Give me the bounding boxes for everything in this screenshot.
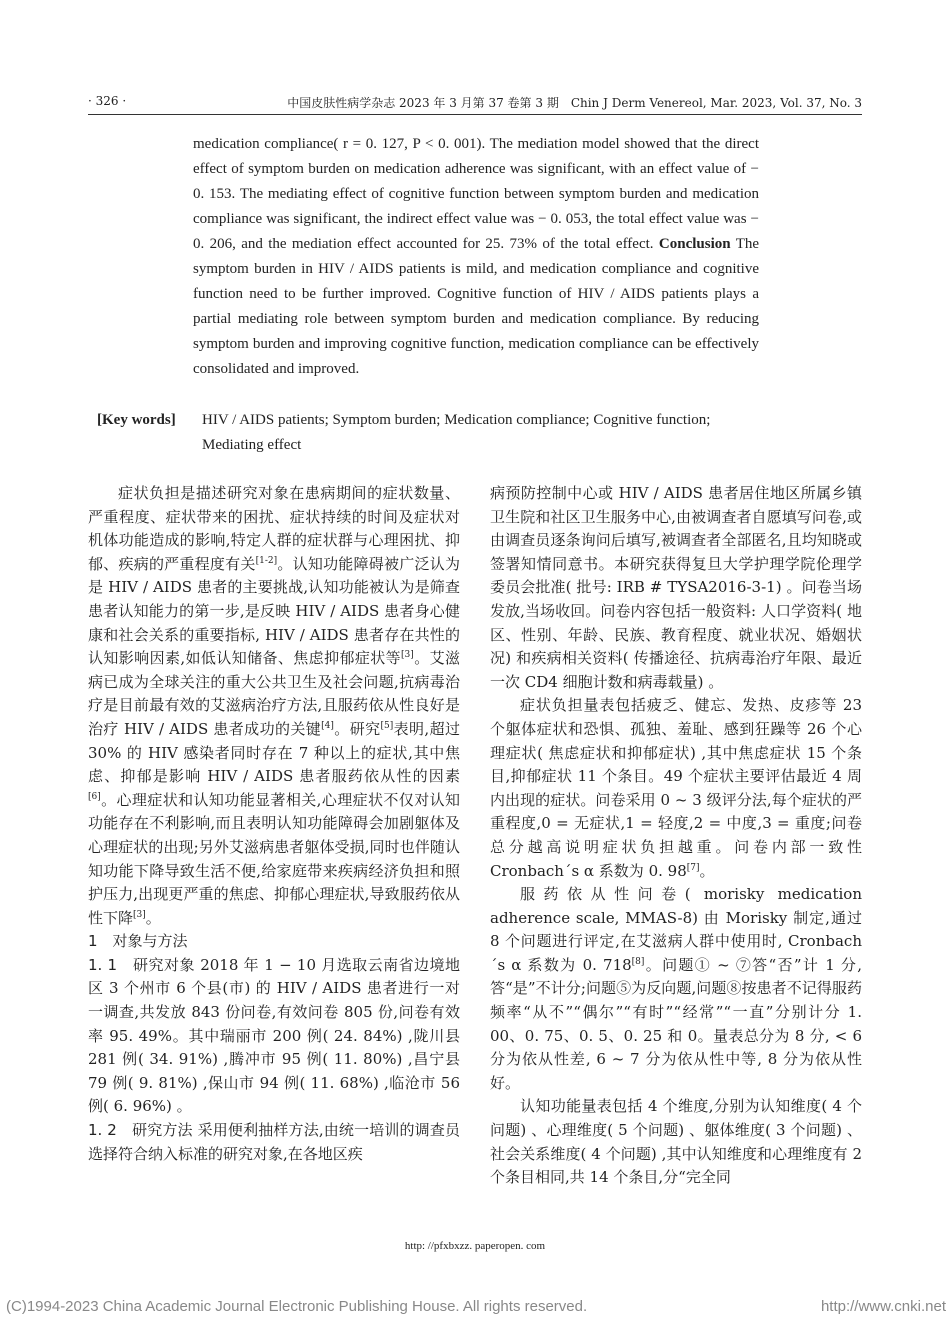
- paragraph: 病预防控制中心或 HIV / AIDS 患者居住地区所属乡镇卫生院和社区卫生服务中心,由被调查者自愿填写问卷,或由调查员逐条询问后填写,被调查者全部匿名,且均知晓或签署知情同意书。本研究获得复旦大学护理学院伦理学委员会批准( 批号: IRB # TYSA2016-3-1) 。问卷当场发放,当场收回。问卷内容包括一般资料: 人口学资料( 地区、性别、年龄、民族、教育程度、就业状况、婚姻状况) 和疾病相关资料( 传播途径、抗病毒治疗年限、最近一次 CD4 细胞计数和病毒载量) 。: [490, 484, 862, 691]
- citation: [4]: [321, 720, 334, 731]
- citation: [6]: [88, 791, 101, 802]
- citation: [3]: [133, 909, 146, 920]
- keywords-text: HIV / AIDS patients; Symptom burden; Medication compliance; Cognitive function; Mediating effect: [202, 412, 711, 453]
- section-heading: 1 对象与方法: [88, 932, 188, 951]
- abstract-english: [193, 132, 759, 382]
- paragraph: 服药依从性问卷( morisky medication adherence scale, MMAS-8) 由 Morisky 制定,通过 8 个问题进行评定,在艾滋病人群中使用时, Cronbach´s α 系数为 0. 718[8]。问题① ~ ⑦答“否”计 1 分,答“是”不计分;问题⑤为反向题,问题⑧按患者不记得服药频率“从不”“偶尔”“有时”“经常”“一直”分别计分 1. 00、0. 75、0. 5、0. 25 和 0。量表总分为 8 分, < 6 分为依从性差, 6 ~ 7 分为依从性中等, 8 分为依从性好。: [490, 885, 863, 1092]
- right-column: [490, 482, 862, 1190]
- copyright-text: (C)1994-2023 China Academic Journal Electronic Publishing House. All rights reserved.: [6, 1298, 588, 1315]
- subsection-1-2: 1. 2 研究方法 采用便利抽样方法,由统一培训的调查员选择符合纳入标准的研究对象,在各地区疾: [88, 1121, 460, 1163]
- subsection-1-1: 1. 1 研究对象 2018 年 1 − 10 月选取云南省边境地区 3 个州市 6 个县(市) 的 HIV / AIDS 患者进行一对一调查,共发放 843 份问卷,有效问卷 805 份,问卷有效率 95. 49%。其中瑞丽市 200 例( 24. 84%) ,陇川县 281 例( 34. 91%) ,腾冲市 95 例( 11. 80%) ,昌宁县 79 例( 9. 81%) ,保山市 94 例( 11. 68%) ,临沧市 56 例( 6. 96%) 。: [88, 955, 461, 1116]
- paragraph: 症状负担量表包括疲乏、健忘、发热、皮疹等 23 个躯体症状和恐惧、孤独、羞耻、感到狂躁等 26 个心理症状( 焦虑症状和抑郁症状) ,其中焦虑症状 15 个条目,抑郁症状 11 个条目。49 个症状主要评估最近 4 周内出现的症状。问卷采用 0 ~ 3 级评分法,每个症状的严重程度,0 = 无症状,1 = 轻度,2 = 中度,3 = 重度;问卷总分越高说明症状负担越重。问卷内部一致性 Cronbach´s α 系数为 0. 98[7]。: [490, 696, 862, 880]
- citation: [7]: [686, 862, 700, 873]
- journal-url: http: //pfxbxzz. paperopen. com: [404, 1240, 546, 1252]
- citation: [8]: [631, 956, 645, 967]
- abstract-results-text: medication compliance( r = 0. 127, P < 0. 001). The mediation model showed that the direct effect of symptom burden on medication adherence was significant, with an effect value of − 0. 153. The mediating effect of cognitive function between symptom burden and medication compliance was significant, the indirect effect value was − 0. 053, the total effect value was − 0. 206, and the mediation effect accounted for 25. 73% of the total effect.: [193, 136, 759, 252]
- header-rule: [88, 114, 862, 115]
- conclusion-label: Conclusion: [658, 236, 731, 252]
- abstract-conclusion-text: The symptom burden in HIV / AIDS patients is mild, and medication compliance and cognitive function need to be further improved. Cognitive function of HIV / AIDS patients plays a partial mediating role between symptom burden and medication compliance. By reducing symptom burden and improving cognitive function, medication compliance can be effectively consolidated and improved.: [193, 236, 760, 377]
- running-header: [88, 92, 862, 114]
- left-column: [88, 482, 460, 1166]
- paragraph: 认知功能量表包括 4 个维度,分别为认知维度( 4 个问题) 、心理维度( 5 个问题) 、躯体维度( 3 个问题) 、社会关系维度( 4 个问题) ,其中认知维度和心理维度有 2 个条目相同,共 14 个条目,分“完全同: [490, 1097, 862, 1187]
- journal-citation: 中国皮肤性病学杂志 2023 年 3 月第 37 卷第 3 期 Chin J Derm Venereol, Mar. 2023, Vol. 37, No. 3: [287, 96, 862, 110]
- citation: [5]: [380, 720, 394, 731]
- citation: [3]: [401, 650, 414, 661]
- page-number: · 326 ·: [88, 94, 127, 108]
- citation: [1-2]: [255, 555, 278, 566]
- subsection-label: 1. 2 研究方法: [88, 1121, 193, 1140]
- keywords-label: [Key words]: [97, 412, 176, 428]
- intro-paragraph: 症状负担是描述研究对象在患病期间的症状数量、严重程度、症状带来的困扰、症状持续的时间及症状对机体功能造成的影响,特定人群的症状群与心理困扰、抑郁、疾病的严重程度有关[1-2]。认知功能障碍被广泛认为是 HIV / AIDS 患者的主要挑战,认知功能被认为是筛查患者认知能力的第一步,是反映 HIV / AIDS 患者身心健康和社会关系的重要指标, HIV / AIDS 患者存在共性的认知影响因素,如低认知储备、焦虑抑郁症状等[3]。艾滋病已成为全球关注的重大公共卫生及社会问题,抗病毒治疗是目前最有效的艾滋病治疗方法,且服药依从性良好是治疗 HIV / AIDS 患者成功的关键[4]。研究[5]表明,超过 30% 的 HIV 感染者同时存在 7 种以上的症状,其中焦虑、抑郁是影响 HIV / AIDS 患者服药依从性的因素[6]。心理症状和认知功能显著相关,心理症状不仅对认知功能存在不利影响,而且表明认知功能障碍会加剧躯体及心理症状的出现;另外艾滋病患者躯体受损,同时也伴随认知功能下降导致生活不便,给家庭带来疾病经济负担和照护压力,出现更严重的焦虑、抑郁心理症状,导致服药依从性下降[3]。: [88, 484, 460, 927]
- subsection-label: 1. 1 研究对象: [88, 955, 195, 974]
- cnki-link[interactable]: http://www.cnki.net: [820, 1298, 946, 1315]
